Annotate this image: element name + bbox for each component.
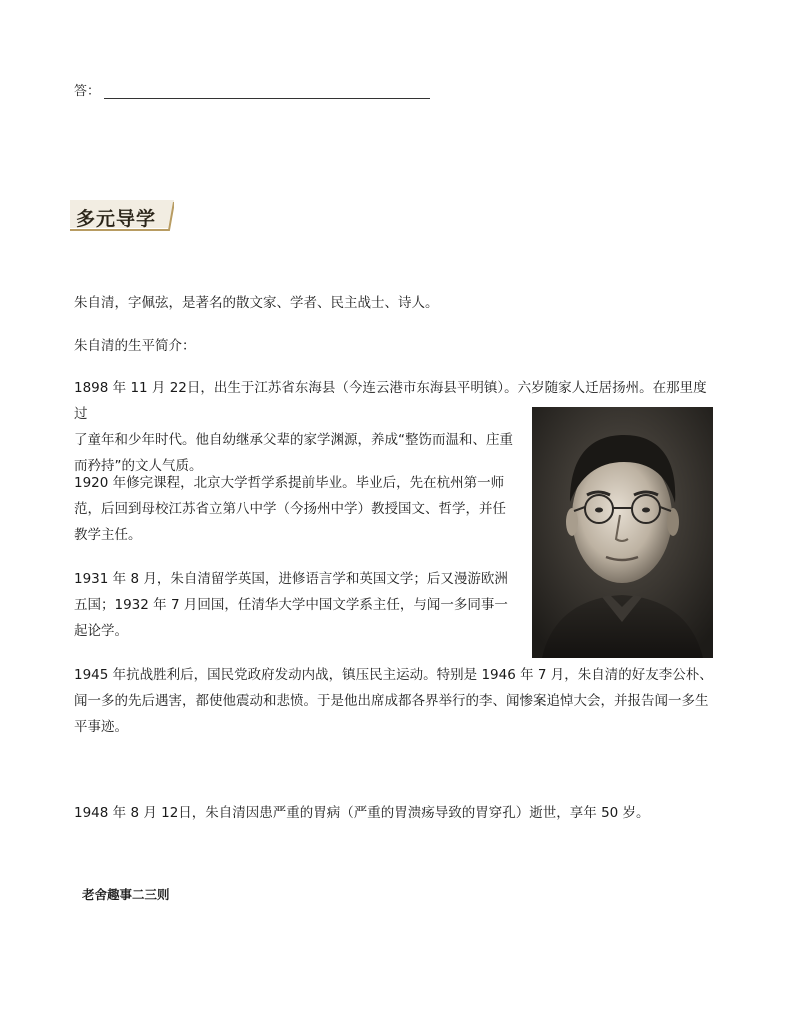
paragraph-1920: 1920 年修完课程，北京大学哲学系提前毕业。毕业后，先在杭州第一师范，后回到母校江苏省立第八中学（今扬州中学）教授国文、哲学，并任教学主任。 bbox=[74, 475, 506, 543]
paragraph-1931: 1931 年 8 月，朱自清留学英国，进修语言学和英国文学；后又漫游欧洲五国；1932 年 7 月回国，任清华大学中国文学系主任，与闻一多同事一起论学。 bbox=[74, 571, 508, 639]
answer-blank-rule bbox=[104, 86, 430, 99]
paragraph-1898-line1: 1898 年 11 月 22日，出生于江苏省东海县（今连云港市东海县平明镇）。六岁随家人迁居扬州。在那里度过 bbox=[74, 380, 707, 422]
paragraph-1898-rest: 了童年和少年时代。他自幼继承父辈的家学渊源，养成“整饬而温和、庄重而矜持”的文人气质。 bbox=[74, 432, 513, 474]
intro-paragraph: 朱自清，字佩弦，是著名的散文家、学者、民主战士、诗人。 bbox=[74, 295, 439, 311]
paragraph-1948: 1948 年 8 月 12日，朱自清因患严重的胃病（严重的胃溃疡导致的胃穿孔）逝世，享年 50 岁。 bbox=[74, 805, 650, 821]
portrait-photo bbox=[532, 407, 713, 658]
paragraph-1945: 1945 年抗战胜利后，国民党政府发动内战，镇压民主运动。特别是 1946 年 7 月，朱自清的好友李公朴、闻一多的先后遇害，都使他震动和悲愤。于是他出席成都各界举行的李、闻惨案追悼大会，并报告闻一多生平事迹。 bbox=[74, 667, 713, 735]
banner-title: 多元导学 bbox=[76, 208, 157, 230]
portrait-image bbox=[532, 407, 713, 658]
next-section-title: 老舍趣事二三则 bbox=[82, 887, 170, 902]
answer-line bbox=[74, 80, 430, 99]
life-heading: 朱自清的生平简介： bbox=[74, 338, 196, 354]
answer-label: 答： bbox=[74, 84, 101, 99]
section-banner bbox=[70, 200, 174, 232]
